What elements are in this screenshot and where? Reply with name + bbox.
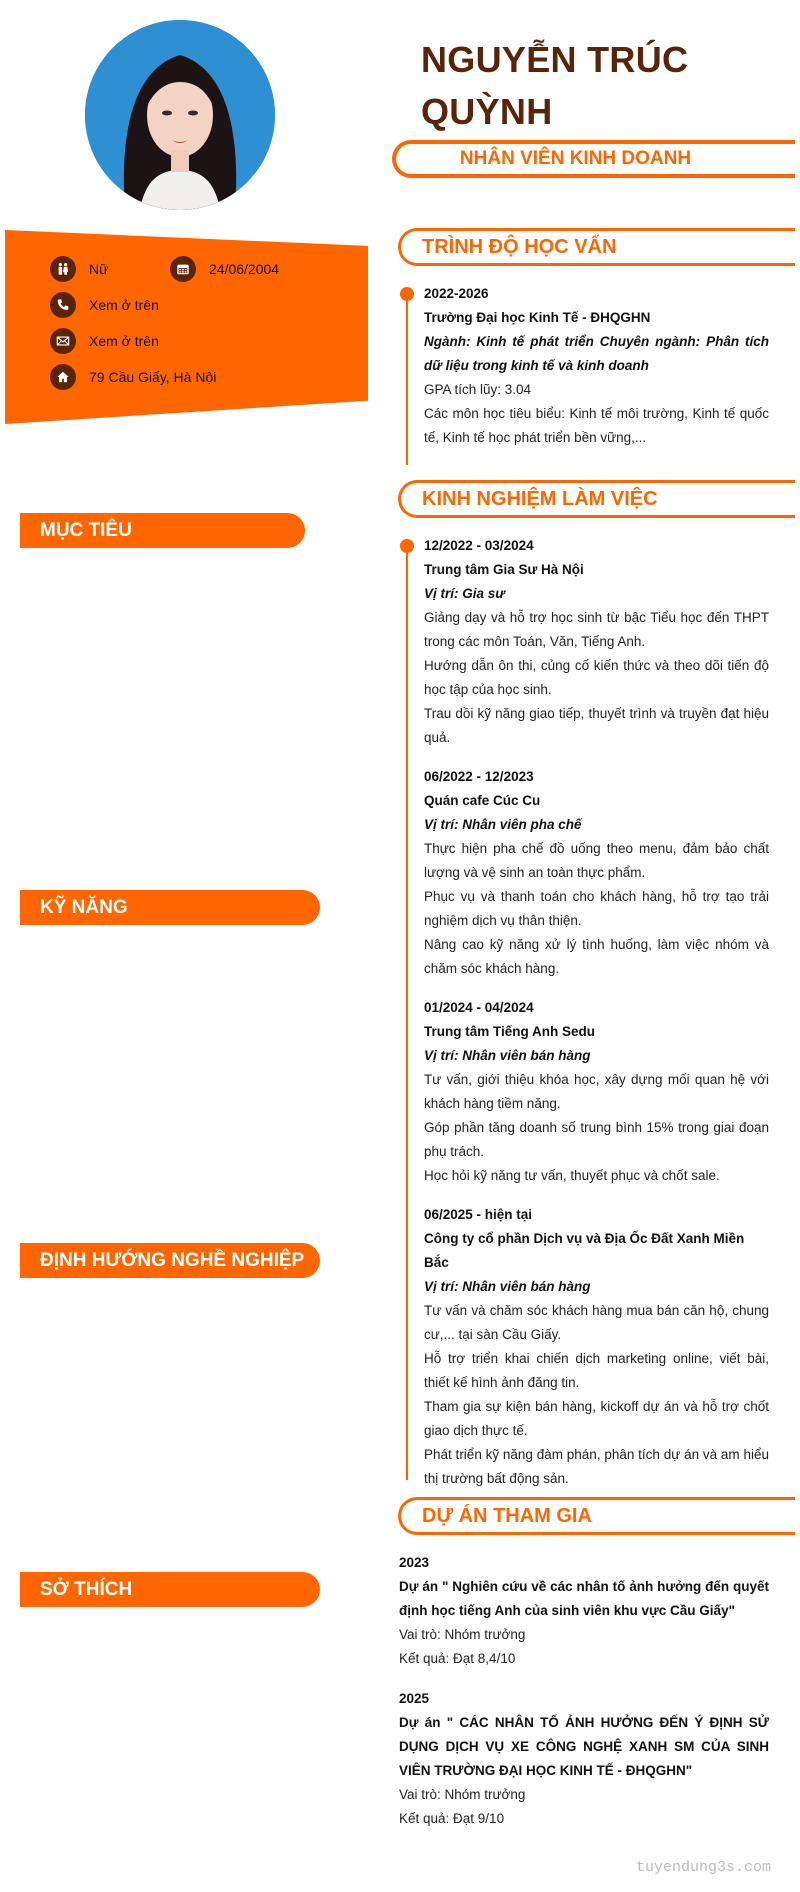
contact-gender (50, 256, 108, 282)
experience-period: 01/2024 - 04/2024 (424, 1000, 534, 1015)
address-value: 79 Cầu Giấy, Hà Nội (89, 369, 217, 385)
education-timeline-line (406, 293, 408, 465)
section-hobbies-heading: SỞ THÍCH (20, 1572, 320, 1607)
experience-item (424, 534, 769, 750)
experience-company: Trung tâm Tiếng Anh Sedu (424, 1024, 596, 1039)
experience-company: Trung tâm Gia Sư Hà Nội (424, 562, 584, 577)
project-title: Dự án " CÁC NHÂN TỐ ẢNH HƯỞNG ĐẾN Ý ĐỊNH SỬ DỤNG DỊCH VỤ XE CÔNG NGHỆ XANH SM CỦA SINH VIÊN TRƯỜNG ĐẠI HỌC KINH TẾ - ĐHQGHN" (399, 1715, 769, 1778)
experience-detail: Phát triển kỹ năng đàm phán, phân tích dự án và am hiểu thị trường bất động sản. (424, 1447, 769, 1486)
section-projects-heading: DỰ ÁN THAM GIA (398, 1497, 795, 1535)
contact-birthdate (170, 256, 279, 282)
experience-timeline-dot (400, 539, 414, 553)
phone-icon (50, 292, 76, 318)
experience-position: Vị trí: Gia sư (424, 586, 505, 601)
section-skills-heading: KỸ NĂNG (20, 890, 320, 925)
home-icon (50, 364, 76, 390)
experience-item (424, 765, 769, 981)
experience-position: Vị trí: Nhân viên bán hàng (424, 1048, 591, 1063)
experience-detail: Trau dồi kỹ năng giao tiếp, thuyết trình và truyền đạt hiệu quả. (424, 706, 769, 745)
experience-detail: Tư vấn, giới thiệu khóa học, xây dựng mối quan hệ với khách hàng tiềm năng. (424, 1072, 769, 1111)
education-timeline-dot (400, 287, 414, 301)
project-result: Kết quả: Đạt 9/10 (399, 1811, 505, 1826)
experience-detail: Nâng cao kỹ năng xử lý tình huống, làm việc nhóm và chăm sóc khách hàng. (424, 937, 769, 976)
experience-detail: Tư vấn và chăm sóc khách hàng mua bán căn hộ, chung cư,... tại sàn Cầu Giấy. (424, 1303, 769, 1342)
gender-value: Nữ (89, 261, 109, 277)
education-period: 2022-2026 (424, 286, 489, 301)
education-gpa: GPA tích lũy: 3.04 (424, 382, 532, 397)
experience-detail: Phục vụ và thanh toán cho khách hàng, hỗ trợ tạo trải nghiệm dịch vụ thân thiện. (424, 889, 769, 928)
education-courses: Các môn học tiêu biểu: Kinh tế môi trường, Kinh tế quốc tế, Kinh tế học phát triển bền vững,... (424, 406, 769, 445)
experience-detail: Thực hiện pha chế đồ uống theo menu, đảm bảo chất lượng và vệ sinh an toàn thực phẩm. (424, 841, 769, 880)
project-item (399, 1687, 769, 1831)
experience-period: 12/2022 - 03/2024 (424, 538, 534, 553)
experience-item (424, 1203, 769, 1491)
project-role: Vai trò: Nhóm trưởng (399, 1787, 526, 1802)
contact-address (50, 364, 216, 390)
experience-company: Quán cafe Cúc Cu (424, 793, 541, 808)
job-title: NHÂN VIÊN KINH DOANH (459, 148, 692, 169)
education-item (424, 282, 769, 450)
experience-period: 06/2022 - 12/2023 (424, 769, 534, 784)
project-year: 2023 (399, 1555, 430, 1570)
section-objective-heading: MỤC TIÊU (20, 513, 305, 548)
contact-phone (50, 292, 159, 318)
experience-period: 06/2025 - hiện tại (424, 1207, 533, 1222)
project-role: Vai trò: Nhóm trưởng (399, 1627, 526, 1642)
experience-detail: Giảng dạy và hỗ trợ học sinh từ bậc Tiểu học đến THPT trong các môn Toán, Văn, Tiếng Anh. (424, 610, 769, 649)
education-school: Trường Đại học Kinh Tế - ĐHQGHN (424, 310, 651, 325)
experience-detail: Góp phần tăng doanh số trung bình 15% trong giai đoạn phụ trách. (424, 1120, 769, 1159)
project-result: Kết quả: Đạt 8,4/10 (399, 1651, 516, 1666)
gender-icon (50, 256, 76, 282)
experience-detail: Hướng dẫn ôn thi, củng cố kiến thức và theo dõi tiến độ học tập của học sinh. (424, 658, 769, 697)
section-education-heading: TRÌNH ĐỘ HỌC VẤN (398, 228, 795, 266)
project-year: 2025 (399, 1691, 430, 1706)
email-icon (50, 328, 76, 354)
project-title: Dự án " Nghiên cứu về các nhân tố ảnh hưởng đến quyết định học tiếng Anh của sinh viên khu vực Cầu Giấy" (399, 1579, 769, 1618)
experience-item (424, 996, 769, 1188)
phone-value: Xem ở trên (89, 297, 159, 313)
education-major: Ngành: Kinh tế phát triển Chuyên ngành: Phân tích dữ liệu trong kinh tế và kinh doanh (424, 334, 769, 373)
job-title-frame (392, 140, 795, 178)
section-experience-heading: KINH NGHIỆM LÀM VIỆC (398, 480, 795, 518)
section-career-heading: ĐỊNH HƯỚNG NGHỀ NGHIỆP (20, 1243, 320, 1278)
experience-detail: Hỗ trợ triển khai chiến dịch marketing online, viết bài, thiết kế hình ảnh đăng tin. (424, 1351, 769, 1390)
calendar-icon (170, 256, 196, 282)
experience-position: Vị trí: Nhân viên bán hàng (424, 1279, 591, 1294)
experience-timeline-line (406, 545, 408, 1480)
experience-company: Công ty cổ phần Dịch vụ và Địa Ốc Đất Xanh Miền Bắc (424, 1231, 745, 1270)
profile-photo (85, 20, 275, 210)
watermark: tuyendung3s.com (636, 1859, 772, 1876)
email-value: Xem ở trên (89, 333, 159, 349)
experience-detail: Tham gia sự kiện bán hàng, kickoff dự án và hỗ trợ chốt giao dịch thực tế. (424, 1399, 769, 1438)
birthdate-value: 24/06/2004 (209, 261, 280, 277)
project-item (399, 1551, 769, 1671)
avatar (85, 20, 275, 210)
candidate-name: NGUYỄN TRÚC QUỲNH (421, 39, 689, 132)
experience-detail: Học hỏi kỹ năng tư vấn, thuyết phục và chốt sale. (424, 1168, 720, 1183)
contact-email (50, 328, 159, 354)
experience-position: Vị trí: Nhân viên pha chế (424, 817, 582, 832)
